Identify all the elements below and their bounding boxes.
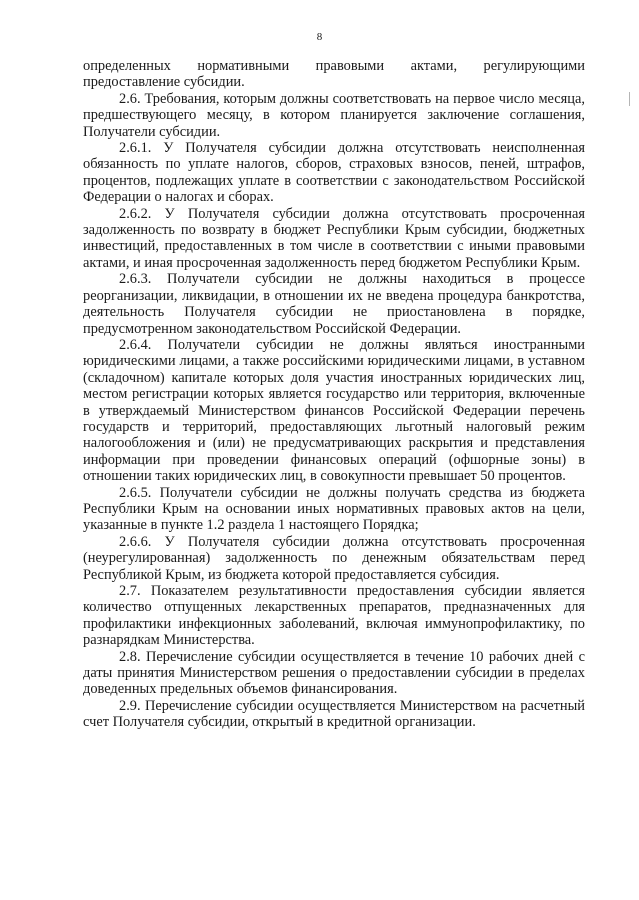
- scan-artifact-mark: [629, 92, 630, 106]
- paragraph-2-9: 2.9. Перечисление субсидии осуществляется Министерством на расчетный счет Получателя субсидии, открытый в кредитной организации.: [83, 697, 585, 731]
- document-body: [83, 58, 585, 731]
- paragraph-2-6-3: 2.6.3. Получатели субсидии не должны находиться в процессе реорганизации, ликвидации, в отношении их не введена процедура банкротства, деятельность Получателя субсидии не приостановлена в порядке, предусмотренном законодательством Российской Федерации.: [83, 271, 585, 337]
- paragraph-2-6-5: 2.6.5. Получатели субсидии не должны получать средства из бюджета Республики Крым на основании иных нормативных правовых актов на цели, указанные в пункте 1.2 раздела 1 настоящего Порядка;: [83, 484, 585, 534]
- paragraph-2-6-1: 2.6.1. У Получателя субсидии должна отсутствовать неисполненная обязанность по уплате налогов, сборов, страховых взносов, пеней, штрафов, процентов, подлежащих уплате в соответствии с законодательством Российской Федерации о налогах и сборах.: [83, 140, 585, 206]
- paragraph-2-6-6: 2.6.6. У Получателя субсидии должна отсутствовать просроченная (неурегулированная) задолженность по денежным обязательствам перед Республикой Крым, из бюджета которой предоставляется субсидия.: [83, 533, 585, 583]
- page-number: 8: [316, 31, 323, 43]
- paragraph-continuation: определенных нормативными правовыми актами, регулирующими предоставление субсидии.: [83, 58, 585, 91]
- paragraph-2-6-2: 2.6.2. У Получателя субсидии должна отсутствовать просроченная задолженность по возврату в бюджет Республики Крым субсидии, бюджетных инвестиций, предоставленных в том числе в соответствии с иными правовыми актами, и иная просроченная задолженность перед бюджетом Республики Крым.: [83, 205, 585, 271]
- paragraph-2-8: 2.8. Перечисление субсидии осуществляется в течение 10 рабочих дней с даты принятия Министерством решения о предоставлении субсидии в пределах доведенных предельных объемов финансирования.: [83, 648, 585, 698]
- paragraph-2-6: 2.6. Требования, которым должны соответствовать на первое число месяца, предшествующего месяцу, в котором планируется заключение соглашения, Получатели субсидии.: [83, 90, 585, 140]
- paragraph-2-7: 2.7. Показателем результативности предоставления субсидии является количество отпущенных лекарственных препаратов, предназначенных для профилактики инфекционных заболеваний, включая иммунопрофилактику, по разнарядкам Министерства.: [83, 583, 585, 649]
- paragraph-2-6-4: 2.6.4. Получатели субсидии не должны являться иностранными юридическими лицами, а также российскими юридическими лицами, в уставном (складочном) капитале которых доля участия иностранных юридических лиц, местом регистрации которых является государство или территория, включенные в утверждаемый Министерством финансов Российской Федерации перечень государств и территорий, предоставляющих льготный налоговый режим налогообложения и (или) не предусматривающих раскрытия и представления информации при проведении финансовых операций (офшорные зоны) в отношении таких юридических лиц, в совокупности превышает 50 процентов.: [83, 336, 585, 485]
